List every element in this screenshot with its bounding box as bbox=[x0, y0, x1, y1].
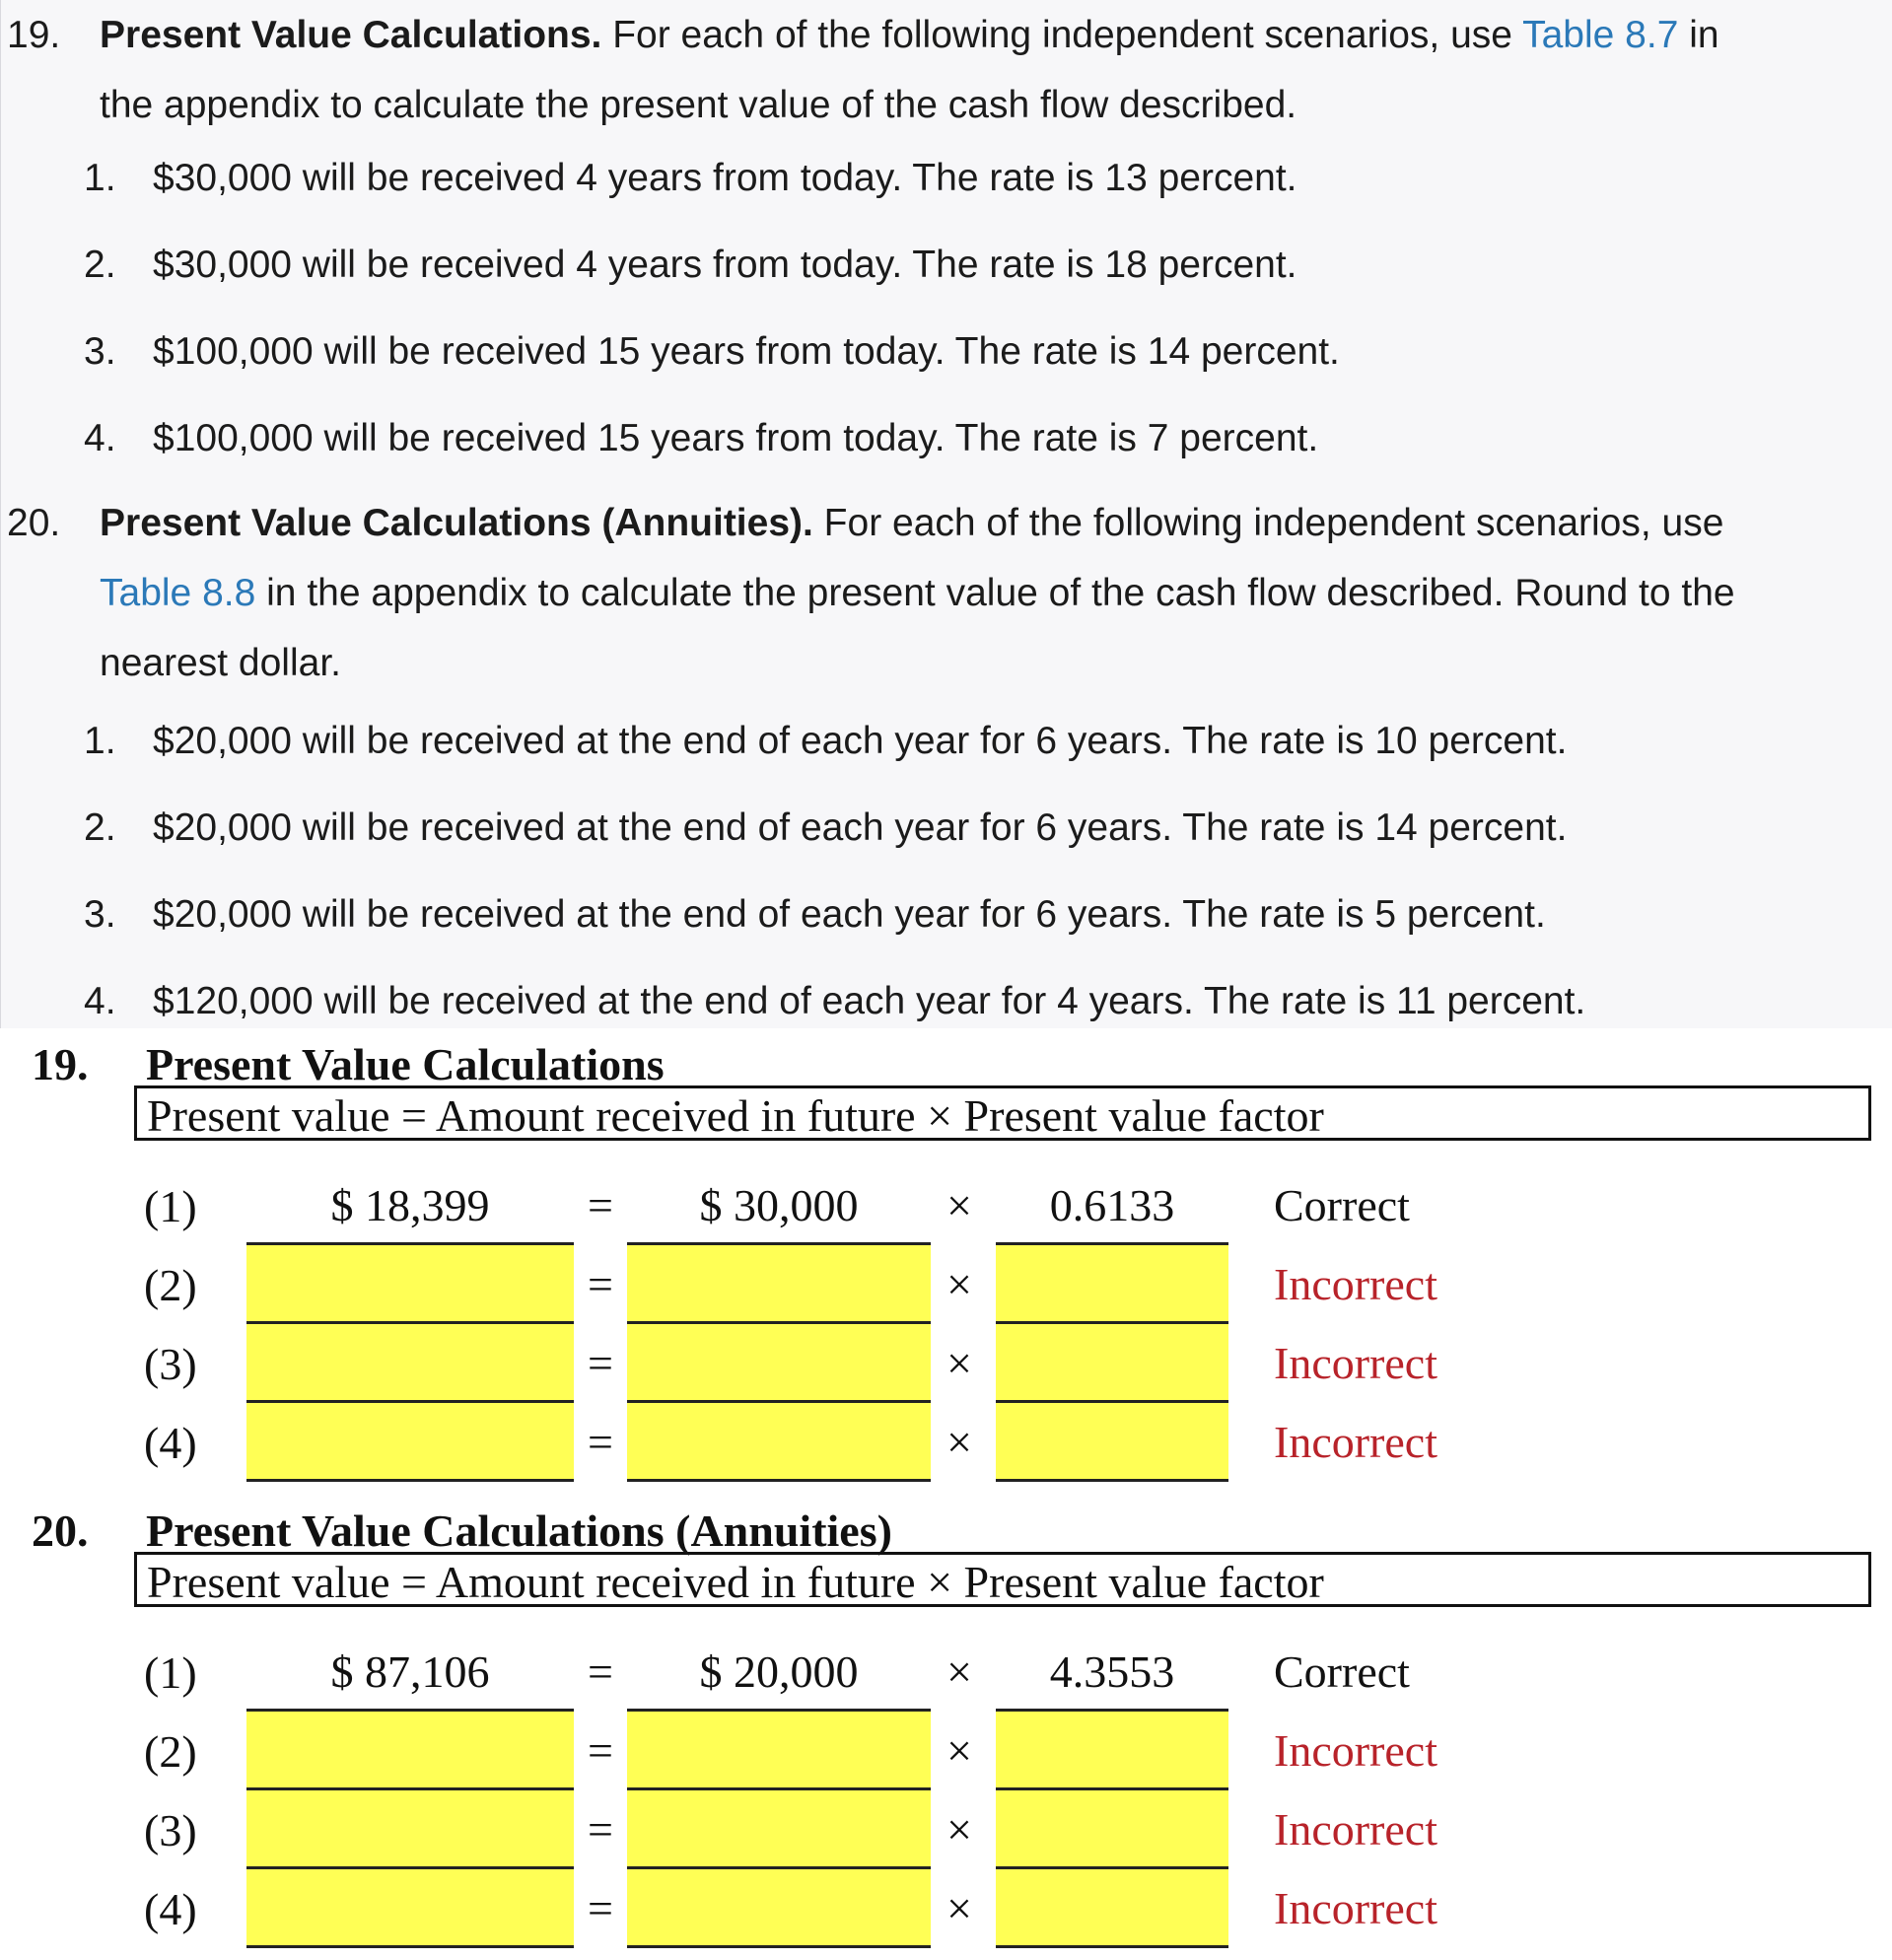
present-value-input[interactable] bbox=[246, 1790, 574, 1869]
amount-input[interactable] bbox=[627, 1712, 931, 1790]
list-item bbox=[84, 143, 1297, 213]
item-number: 1. bbox=[84, 720, 116, 762]
amount-input[interactable] bbox=[627, 1245, 931, 1324]
list-item bbox=[84, 230, 1297, 300]
equals-sign: = bbox=[588, 1180, 613, 1230]
amount-input[interactable] bbox=[627, 1869, 931, 1948]
problem-title: Present Value Calculations (Annuities). bbox=[100, 502, 813, 544]
formula-box: Present value = Amount received in future × Present value factor bbox=[134, 1085, 1871, 1141]
times-sign: × bbox=[946, 1417, 972, 1467]
problem-text: For each of the following independent scenarios, use bbox=[601, 14, 1523, 56]
equals-sign: = bbox=[588, 1259, 613, 1309]
answer-row bbox=[0, 1324, 1892, 1403]
item-text: $20,000 will be received at the end of each year for 6 years. The rate is 5 percent. bbox=[153, 893, 1546, 936]
answer-row bbox=[0, 1245, 1892, 1324]
times-sign: × bbox=[946, 1180, 972, 1230]
answer-row bbox=[0, 1166, 1892, 1245]
answer-row bbox=[0, 1790, 1892, 1869]
present-value-input[interactable] bbox=[246, 1403, 574, 1482]
problem-number: 19. bbox=[7, 14, 61, 56]
present-value-cell[interactable]: $ 18,399 bbox=[246, 1166, 574, 1245]
problem-text: in the appendix to calculate the present value of the cash flow described. Round to the bbox=[255, 572, 1735, 614]
list-item bbox=[84, 966, 1585, 1036]
equals-sign: = bbox=[588, 1417, 613, 1467]
present-value-input[interactable] bbox=[246, 1245, 574, 1324]
amount-cell[interactable]: $ 30,000 bbox=[627, 1166, 931, 1245]
equals-sign: = bbox=[588, 1725, 613, 1776]
present-value-cell[interactable]: $ 87,106 bbox=[246, 1633, 574, 1712]
item-number: 3. bbox=[84, 893, 116, 936]
item-number: 1. bbox=[84, 157, 116, 199]
factor-input[interactable] bbox=[996, 1324, 1228, 1403]
factor-input[interactable] bbox=[996, 1245, 1228, 1324]
answer-row bbox=[0, 1869, 1892, 1948]
amount-input[interactable] bbox=[627, 1790, 931, 1869]
status-incorrect: Incorrect bbox=[1274, 1883, 1437, 1933]
problem-number: 20. bbox=[7, 502, 61, 544]
section-title: Present Value Calculations bbox=[146, 1039, 665, 1089]
row-label: (3) bbox=[144, 1805, 197, 1855]
equals-sign: = bbox=[588, 1338, 613, 1388]
factor-input[interactable] bbox=[996, 1712, 1228, 1790]
status-incorrect: Incorrect bbox=[1274, 1725, 1437, 1776]
row-label: (4) bbox=[144, 1884, 197, 1934]
row-label: (1) bbox=[144, 1181, 197, 1231]
problem-19-line-1 bbox=[100, 0, 1874, 70]
list-item bbox=[84, 316, 1340, 386]
problem-20-line-2 bbox=[100, 558, 1874, 628]
answer-row bbox=[0, 1403, 1892, 1482]
amount-input[interactable] bbox=[627, 1324, 931, 1403]
item-number: 2. bbox=[84, 244, 116, 286]
times-sign: × bbox=[946, 1338, 972, 1388]
section-number: 19. bbox=[32, 1039, 89, 1089]
present-value-input[interactable] bbox=[246, 1712, 574, 1790]
answer-row bbox=[0, 1712, 1892, 1790]
item-text: $120,000 will be received at the end of each year for 4 years. The rate is 11 percent. bbox=[153, 980, 1586, 1022]
times-sign: × bbox=[946, 1883, 972, 1933]
section-title: Present Value Calculations (Annuities) bbox=[146, 1505, 892, 1556]
item-text: $30,000 will be received 4 years from today. The rate is 13 percent. bbox=[153, 157, 1297, 199]
status-correct: Correct bbox=[1274, 1646, 1410, 1697]
equals-sign: = bbox=[588, 1883, 613, 1933]
factor-cell[interactable]: 4.3553 bbox=[996, 1633, 1228, 1712]
list-item bbox=[84, 403, 1318, 473]
present-value-input[interactable] bbox=[246, 1869, 574, 1948]
item-text: $20,000 will be received at the end of each year for 6 years. The rate is 10 percent. bbox=[153, 720, 1568, 762]
row-label: (4) bbox=[144, 1418, 197, 1468]
status-correct: Correct bbox=[1274, 1180, 1410, 1230]
factor-input[interactable] bbox=[996, 1869, 1228, 1948]
problem-text: in bbox=[1678, 14, 1719, 56]
problem-20-line-3: nearest dollar. bbox=[100, 642, 341, 684]
item-text: $20,000 will be received at the end of each year for 6 years. The rate is 14 percent. bbox=[153, 806, 1568, 849]
list-item bbox=[84, 793, 1567, 863]
row-label: (2) bbox=[144, 1260, 197, 1310]
answer-worksheet bbox=[0, 1028, 1892, 1960]
row-label: (3) bbox=[144, 1339, 197, 1389]
amount-cell[interactable]: $ 20,000 bbox=[627, 1633, 931, 1712]
table-8-7-link[interactable]: Table 8.7 bbox=[1522, 14, 1679, 56]
problem-text: For each of the following independent scenarios, use bbox=[812, 502, 1724, 544]
item-text: $100,000 will be received 15 years from today. The rate is 7 percent. bbox=[153, 417, 1319, 459]
list-item bbox=[84, 879, 1546, 949]
table-8-8-link[interactable]: Table 8.8 bbox=[100, 572, 256, 614]
factor-input[interactable] bbox=[996, 1790, 1228, 1869]
answer-row bbox=[0, 1633, 1892, 1712]
factor-input[interactable] bbox=[996, 1403, 1228, 1482]
times-sign: × bbox=[946, 1725, 972, 1776]
times-sign: × bbox=[946, 1646, 972, 1697]
problem-20-line-1 bbox=[100, 488, 1874, 558]
status-incorrect: Incorrect bbox=[1274, 1804, 1437, 1855]
factor-cell[interactable]: 0.6133 bbox=[996, 1166, 1228, 1245]
item-number: 4. bbox=[84, 417, 116, 459]
amount-input[interactable] bbox=[627, 1403, 931, 1482]
equals-sign: = bbox=[588, 1804, 613, 1855]
status-incorrect: Incorrect bbox=[1274, 1259, 1437, 1309]
section-number: 20. bbox=[32, 1505, 89, 1556]
problem-19-line-2: the appendix to calculate the present value of the cash flow described. bbox=[100, 84, 1297, 126]
times-sign: × bbox=[946, 1804, 972, 1855]
item-text: $30,000 will be received 4 years from today. The rate is 18 percent. bbox=[153, 244, 1297, 286]
item-number: 3. bbox=[84, 330, 116, 373]
equals-sign: = bbox=[588, 1646, 613, 1697]
present-value-input[interactable] bbox=[246, 1324, 574, 1403]
formula-box: Present value = Amount received in future × Present value factor bbox=[134, 1552, 1871, 1607]
row-label: (1) bbox=[144, 1647, 197, 1698]
item-number: 4. bbox=[84, 980, 116, 1022]
list-item bbox=[84, 706, 1567, 776]
times-sign: × bbox=[946, 1259, 972, 1309]
problem-title: Present Value Calculations. bbox=[100, 14, 602, 56]
status-incorrect: Incorrect bbox=[1274, 1417, 1437, 1467]
item-text: $100,000 will be received 15 years from today. The rate is 14 percent. bbox=[153, 330, 1340, 373]
row-label: (2) bbox=[144, 1726, 197, 1777]
item-number: 2. bbox=[84, 806, 116, 849]
status-incorrect: Incorrect bbox=[1274, 1338, 1437, 1388]
